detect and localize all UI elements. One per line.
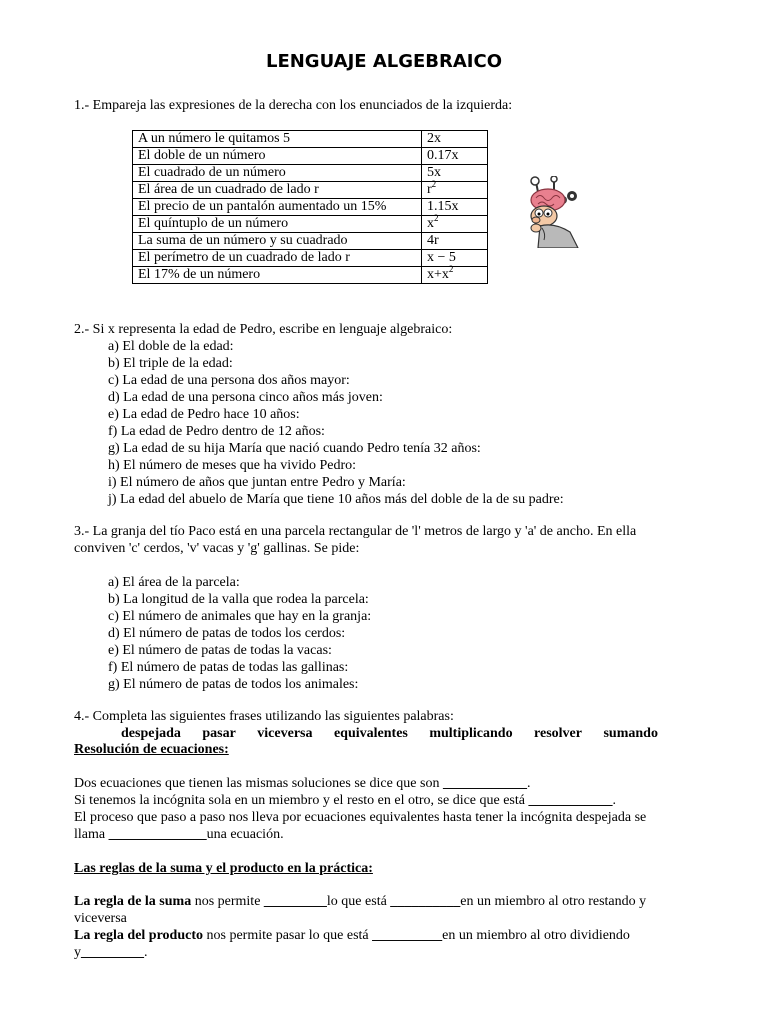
- expression-base: 0.17x: [427, 148, 459, 163]
- list-item: c) El número de animales que hay en la granja:: [108, 609, 372, 624]
- expression-base: x − 5: [427, 250, 456, 265]
- list-item: h) El número de meses que ha vivido Pedro:: [108, 458, 357, 473]
- word-bank-item: multiplicando: [429, 726, 513, 741]
- statement-cell: El cuadrado de un número: [133, 165, 422, 182]
- expression-cell: [422, 213, 488, 233]
- rule-text: nos permite pasar lo que está: [203, 928, 373, 943]
- sentence-text: una ecuación.: [206, 827, 284, 842]
- statement-cell: El quíntuplo de un número: [133, 216, 422, 233]
- exponent: 2: [448, 264, 454, 274]
- sentence-despejada: [74, 792, 616, 809]
- section-heading-reglas: Las reglas de la suma y el producto en la práctica:: [74, 861, 373, 876]
- word-bank-item: sumando: [603, 726, 658, 741]
- word-bank: [121, 725, 658, 742]
- expression-base: x+x: [427, 267, 449, 282]
- expression-cell: [422, 131, 488, 148]
- answer-blank: __________: [372, 928, 443, 943]
- rule-text: y: [74, 945, 81, 960]
- expression-cell: [422, 250, 488, 267]
- statement-cell: El doble de un número: [133, 148, 422, 165]
- expression-base: r: [427, 182, 432, 197]
- sentence-text: Dos ecuaciones que tienen las mismas soluciones se dice que son: [74, 776, 443, 791]
- rule-name: La regla de la suma: [74, 894, 192, 909]
- word-bank-item: equivalentes: [333, 726, 408, 741]
- list-item: e) El número de patas de todas la vacas:: [108, 643, 332, 658]
- exponent: 2: [431, 179, 437, 189]
- expression-base: x: [427, 216, 434, 231]
- table-row: [133, 131, 488, 148]
- statement-cell: La suma de un número y su cuadrado: [133, 233, 422, 250]
- table-row: [133, 182, 488, 199]
- q2-prompt: 2.- Si x representa la edad de Pedro, escribe en lenguaje algebraico:: [74, 322, 453, 337]
- statement-cell: El precio de un pantalón aumentado un 15%: [133, 199, 422, 216]
- expression-cell: [422, 264, 488, 284]
- section-heading-resolucion: Resolución de ecuaciones:: [74, 742, 229, 757]
- list-item: e) La edad de Pedro hace 10 años:: [108, 407, 300, 422]
- q1-prompt: 1.- Empareja las expresiones de la derecha con los enunciados de la izquierda:: [74, 98, 513, 113]
- answer-blank: ____________: [528, 793, 613, 808]
- sentence-proceso-line1: El proceso que paso a paso nos lleva por ecuaciones equivalentes hasta tener la incógnita despejada se: [74, 810, 647, 825]
- statement-cell: El 17% de un número: [133, 267, 422, 284]
- table-row: [133, 148, 488, 165]
- sentence-end: .: [612, 793, 616, 808]
- page-title: LENGUAJE ALGEBRAICO: [265, 51, 503, 72]
- q4-prompt: 4.- Completa las siguientes frases utilizando las siguientes palabras:: [74, 709, 454, 724]
- word-bank-item: pasar: [202, 726, 236, 741]
- table-row: [133, 267, 488, 284]
- expression-base: 4r: [427, 233, 439, 248]
- rule-suma-line2: viceversa: [74, 911, 127, 926]
- table-row: [133, 250, 488, 267]
- exponent: 2: [434, 213, 439, 223]
- rule-text: en un miembro al otro restando y: [460, 894, 647, 909]
- rule-text: en un miembro al otro dividiendo: [442, 928, 630, 943]
- table-row: [133, 233, 488, 250]
- expression-cell: [422, 179, 488, 199]
- rule-text: nos permite: [191, 894, 264, 909]
- statement-cell: El área de un cuadrado de lado r: [133, 182, 422, 199]
- answer-blank: ______________: [108, 827, 207, 842]
- q3-prompt-line1: 3.- La granja del tío Paco está en una parcela rectangular de 'l' metros de largo y 'a' de ancho. En ella: [74, 524, 637, 539]
- expression-base: 5x: [427, 165, 441, 180]
- expression-base: 2x: [427, 131, 441, 146]
- matching-table: [132, 130, 488, 284]
- rule-text: .: [144, 945, 148, 960]
- rule-text: lo que está: [326, 894, 391, 909]
- list-item: d) La edad de una persona cinco años más joven:: [108, 390, 383, 405]
- sentence-proceso-line2: [74, 826, 284, 843]
- statement-cell: El perímetro de un cuadrado de lado r: [133, 250, 422, 267]
- list-item: i) El número de años que juntan entre Pedro y María:: [108, 475, 406, 490]
- rule-suma-line1: [74, 893, 646, 910]
- word-bank-item: despejada: [121, 726, 181, 741]
- table-row: [133, 216, 488, 233]
- expression-cell: [422, 233, 488, 250]
- word-bank-item: viceversa: [257, 726, 313, 741]
- list-item: a) El área de la parcela:: [108, 575, 240, 590]
- answer-blank: __________: [390, 894, 461, 909]
- expression-cell: [422, 148, 488, 165]
- thinking-professor-cartoon-icon: [514, 176, 596, 248]
- q3-prompt-line2: conviven 'c' cerdos, 'v' vacas y 'g' gallinas. Se pide:: [74, 541, 360, 556]
- answer-blank: ____________: [442, 776, 527, 791]
- list-item: b) La longitud de la valla que rodea la parcela:: [108, 592, 369, 607]
- sentence-end: .: [526, 776, 531, 791]
- expression-cell: [422, 199, 488, 216]
- rule-name: La regla del producto: [74, 928, 203, 943]
- rule-producto-line1: [74, 927, 630, 944]
- list-item: f) El número de patas de todas las gallinas:: [108, 660, 349, 675]
- sentence-equivalentes: [74, 775, 530, 792]
- expression-base: 1.15x: [427, 199, 459, 214]
- word-bank-item: resolver: [534, 726, 582, 741]
- list-item: g) El número de patas de todos los animales:: [108, 677, 359, 692]
- list-item: g) La edad de su hija María que nació cuando Pedro tenía 32 años:: [108, 441, 481, 456]
- list-item: a) El doble de la edad:: [108, 339, 234, 354]
- sentence-text: Si tenemos la incógnita sola en un miembro y el resto en el otro, se dice que está: [74, 793, 529, 808]
- answer-blank: _________: [81, 945, 144, 960]
- list-item: f) La edad de Pedro dentro de 12 años:: [108, 424, 325, 439]
- list-item: c) La edad de una persona dos años mayor:: [108, 373, 350, 388]
- rule-producto-line2: [74, 944, 148, 961]
- list-item: d) El número de patas de todos los cerdos:: [108, 626, 346, 641]
- list-item: j) La edad del abuelo de María que tiene 10 años más del doble de la de su padre:: [108, 492, 564, 507]
- sentence-text: llama: [74, 827, 109, 842]
- statement-cell: A un número le quitamos 5: [133, 131, 422, 148]
- answer-blank: _________: [263, 894, 327, 909]
- list-item: b) El triple de la edad:: [108, 356, 233, 371]
